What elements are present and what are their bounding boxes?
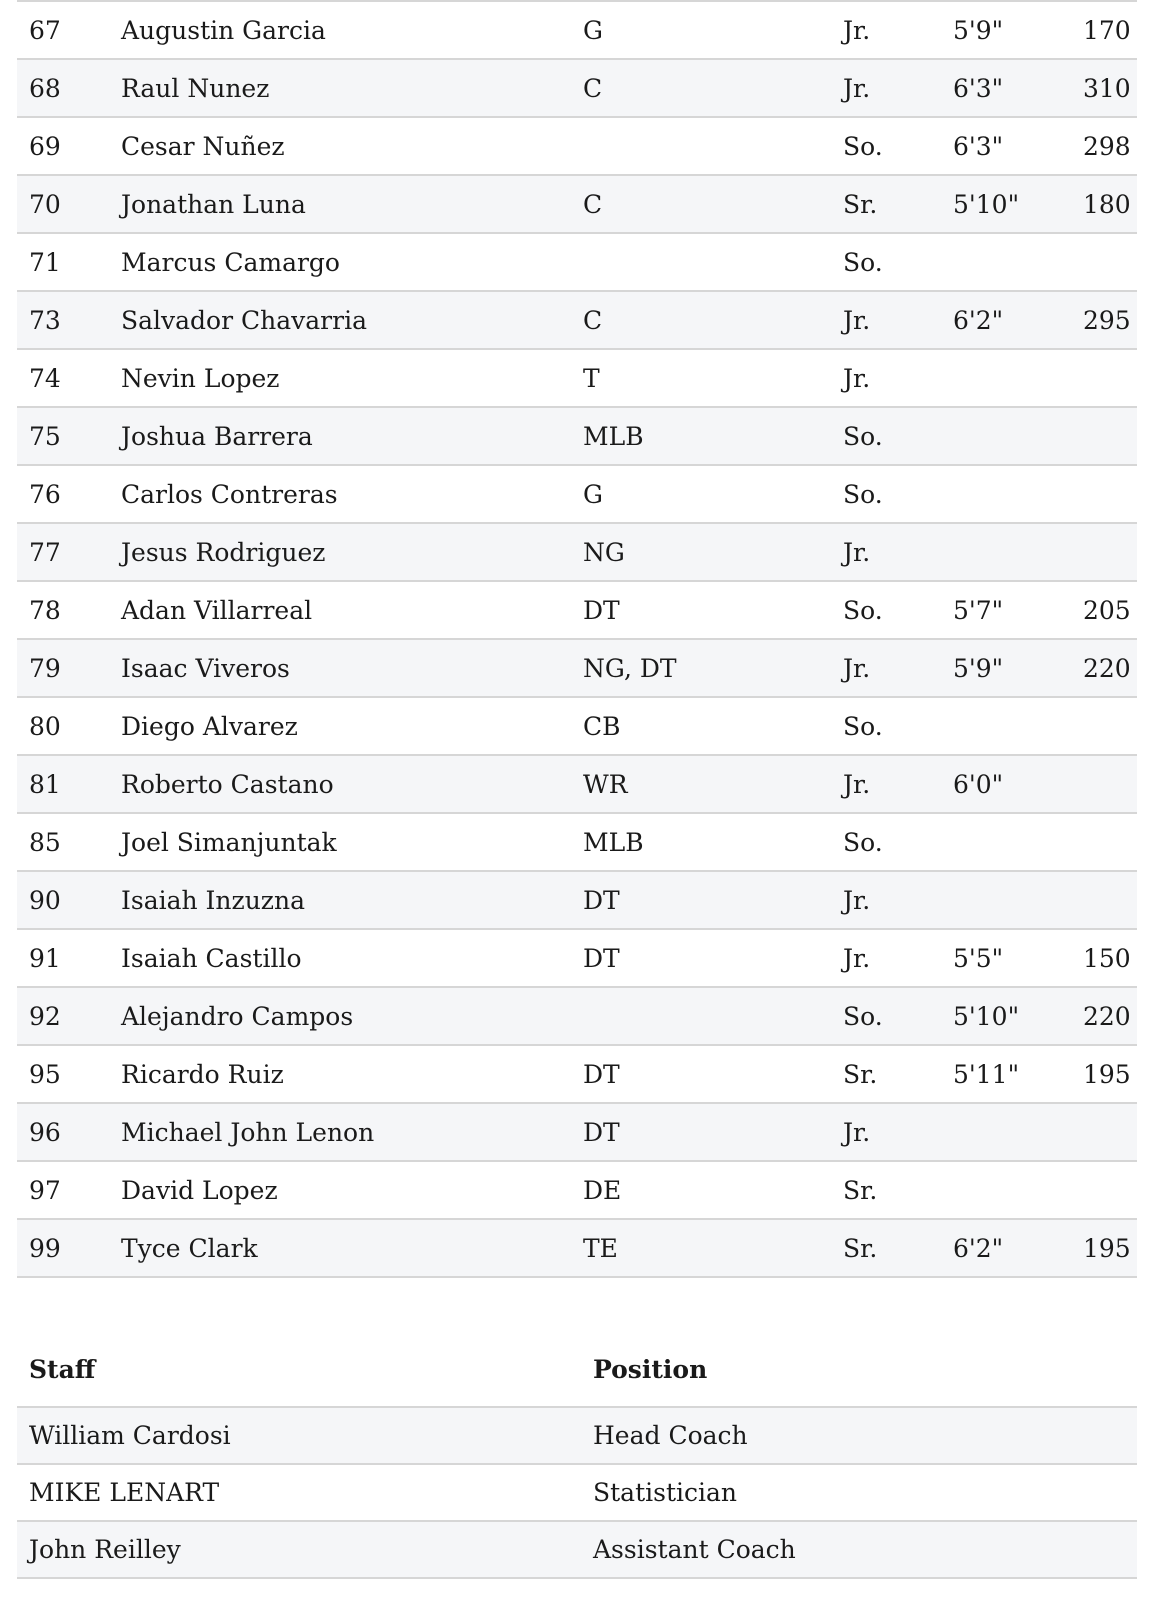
roster-table-body (17, 1, 1137, 1277)
player-number: 90 (17, 871, 109, 929)
player-year: So. (831, 407, 941, 465)
staff-row (17, 1407, 1137, 1464)
player-number: 75 (17, 407, 109, 465)
player-position: MLB (571, 407, 831, 465)
player-year: Jr. (831, 929, 941, 987)
player-position: C (571, 59, 831, 117)
player-height (941, 465, 1071, 523)
player-name: Alejandro Campos (109, 987, 571, 1045)
player-number: 74 (17, 349, 109, 407)
staff-table-header (17, 1333, 1137, 1407)
player-name: Michael John Lenon (109, 1103, 571, 1161)
player-weight (1071, 1103, 1137, 1161)
player-name: Joel Simanjuntak (109, 813, 571, 871)
roster-page (17, 0, 1137, 1579)
staff-table-body (17, 1407, 1137, 1578)
player-name: Augustin Garcia (109, 1, 571, 59)
player-number: 81 (17, 755, 109, 813)
player-height: 6'2" (941, 291, 1071, 349)
player-height: 5'10" (941, 987, 1071, 1045)
player-year: Jr. (831, 349, 941, 407)
player-name: Salvador Chavarria (109, 291, 571, 349)
roster-row (17, 117, 1137, 175)
staff-column-header: Staff (17, 1333, 581, 1407)
player-height (941, 349, 1071, 407)
player-year: Jr. (831, 59, 941, 117)
player-position: DT (571, 871, 831, 929)
player-number: 99 (17, 1219, 109, 1277)
player-height: 6'3" (941, 59, 1071, 117)
player-position (571, 987, 831, 1045)
player-weight: 298 (1071, 117, 1137, 175)
staff-name: MIKE LENART (17, 1464, 581, 1521)
player-weight: 220 (1071, 639, 1137, 697)
player-position: DT (571, 929, 831, 987)
player-weight: 150 (1071, 929, 1137, 987)
player-position: CB (571, 697, 831, 755)
player-number: 97 (17, 1161, 109, 1219)
player-weight (1071, 871, 1137, 929)
player-weight (1071, 465, 1137, 523)
player-position: DT (571, 1045, 831, 1103)
roster-row (17, 929, 1137, 987)
player-year: So. (831, 465, 941, 523)
staff-name: John Reilley (17, 1521, 581, 1578)
player-year: Sr. (831, 1161, 941, 1219)
player-name: Cesar Nuñez (109, 117, 571, 175)
player-number: 85 (17, 813, 109, 871)
player-year: So. (831, 987, 941, 1045)
player-height: 5'7" (941, 581, 1071, 639)
player-weight (1071, 813, 1137, 871)
player-name: Diego Alvarez (109, 697, 571, 755)
player-year: Sr. (831, 1045, 941, 1103)
player-weight (1071, 697, 1137, 755)
staff-header-row (17, 1333, 1137, 1407)
player-year: Sr. (831, 1219, 941, 1277)
player-number: 73 (17, 291, 109, 349)
player-position: C (571, 175, 831, 233)
player-height (941, 1161, 1071, 1219)
player-position: T (571, 349, 831, 407)
player-weight: 180 (1071, 175, 1137, 233)
player-name: Adan Villarreal (109, 581, 571, 639)
player-weight (1071, 523, 1137, 581)
player-weight: 195 (1071, 1045, 1137, 1103)
roster-row (17, 175, 1137, 233)
staff-table (17, 1333, 1137, 1579)
player-name: Isaiah Inzuzna (109, 871, 571, 929)
staff-row (17, 1521, 1137, 1578)
player-height (941, 697, 1071, 755)
player-name: Raul Nunez (109, 59, 571, 117)
player-weight: 295 (1071, 291, 1137, 349)
player-position: DE (571, 1161, 831, 1219)
player-weight (1071, 407, 1137, 465)
staff-position-column-header: Position (581, 1333, 1137, 1407)
player-height: 6'3" (941, 117, 1071, 175)
roster-row (17, 755, 1137, 813)
player-height: 5'5" (941, 929, 1071, 987)
roster-row (17, 349, 1137, 407)
player-weight: 170 (1071, 1, 1137, 59)
roster-row (17, 1, 1137, 59)
player-height (941, 233, 1071, 291)
player-year: Sr. (831, 175, 941, 233)
roster-row (17, 1161, 1137, 1219)
player-position: WR (571, 755, 831, 813)
player-weight: 205 (1071, 581, 1137, 639)
player-year: Jr. (831, 523, 941, 581)
player-year: Jr. (831, 871, 941, 929)
player-year: Jr. (831, 639, 941, 697)
player-weight (1071, 349, 1137, 407)
roster-row (17, 407, 1137, 465)
player-position: G (571, 465, 831, 523)
player-name: David Lopez (109, 1161, 571, 1219)
player-position (571, 233, 831, 291)
player-name: Jesus Rodriguez (109, 523, 571, 581)
player-year: So. (831, 813, 941, 871)
player-height (941, 1103, 1071, 1161)
player-height: 5'10" (941, 175, 1071, 233)
roster-table (17, 0, 1137, 1278)
player-position: C (571, 291, 831, 349)
player-position: NG (571, 523, 831, 581)
roster-row (17, 291, 1137, 349)
roster-row (17, 59, 1137, 117)
player-number: 67 (17, 1, 109, 59)
player-number: 79 (17, 639, 109, 697)
roster-row (17, 639, 1137, 697)
player-height: 5'9" (941, 1, 1071, 59)
player-number: 68 (17, 59, 109, 117)
player-position (571, 117, 831, 175)
player-number: 96 (17, 1103, 109, 1161)
roster-row (17, 1103, 1137, 1161)
roster-row (17, 1045, 1137, 1103)
roster-row (17, 697, 1137, 755)
staff-position: Statistician (581, 1464, 1137, 1521)
player-weight: 310 (1071, 59, 1137, 117)
roster-row (17, 523, 1137, 581)
player-year: So. (831, 697, 941, 755)
staff-name: William Cardosi (17, 1407, 581, 1464)
player-number: 92 (17, 987, 109, 1045)
player-year: Jr. (831, 291, 941, 349)
player-name: Joshua Barrera (109, 407, 571, 465)
player-number: 70 (17, 175, 109, 233)
player-height: 6'0" (941, 755, 1071, 813)
player-height: 5'9" (941, 639, 1071, 697)
player-weight (1071, 1161, 1137, 1219)
roster-row (17, 813, 1137, 871)
player-height (941, 523, 1071, 581)
player-year: Jr. (831, 1, 941, 59)
player-year: So. (831, 117, 941, 175)
player-height (941, 813, 1071, 871)
player-name: Marcus Camargo (109, 233, 571, 291)
player-name: Carlos Contreras (109, 465, 571, 523)
player-number: 69 (17, 117, 109, 175)
roster-row (17, 233, 1137, 291)
player-number: 78 (17, 581, 109, 639)
player-height (941, 871, 1071, 929)
player-name: Nevin Lopez (109, 349, 571, 407)
player-number: 95 (17, 1045, 109, 1103)
player-position: NG, DT (571, 639, 831, 697)
player-weight: 220 (1071, 987, 1137, 1045)
player-height: 6'2" (941, 1219, 1071, 1277)
player-number: 76 (17, 465, 109, 523)
staff-position: Assistant Coach (581, 1521, 1137, 1578)
player-year: So. (831, 581, 941, 639)
player-height (941, 407, 1071, 465)
roster-row (17, 987, 1137, 1045)
player-position: DT (571, 581, 831, 639)
player-height: 5'11" (941, 1045, 1071, 1103)
player-position: G (571, 1, 831, 59)
staff-position: Head Coach (581, 1407, 1137, 1464)
player-name: Roberto Castano (109, 755, 571, 813)
player-number: 80 (17, 697, 109, 755)
player-year: Jr. (831, 1103, 941, 1161)
player-number: 91 (17, 929, 109, 987)
player-name: Tyce Clark (109, 1219, 571, 1277)
roster-row (17, 581, 1137, 639)
player-number: 71 (17, 233, 109, 291)
player-name: Jonathan Luna (109, 175, 571, 233)
player-number: 77 (17, 523, 109, 581)
player-year: So. (831, 233, 941, 291)
staff-row (17, 1464, 1137, 1521)
player-position: TE (571, 1219, 831, 1277)
player-year: Jr. (831, 755, 941, 813)
player-weight: 195 (1071, 1219, 1137, 1277)
player-weight (1071, 233, 1137, 291)
roster-row (17, 1219, 1137, 1277)
roster-row (17, 465, 1137, 523)
player-name: Isaiah Castillo (109, 929, 571, 987)
player-name: Ricardo Ruiz (109, 1045, 571, 1103)
player-weight (1071, 755, 1137, 813)
roster-row (17, 871, 1137, 929)
player-name: Isaac Viveros (109, 639, 571, 697)
player-position: DT (571, 1103, 831, 1161)
player-position: MLB (571, 813, 831, 871)
